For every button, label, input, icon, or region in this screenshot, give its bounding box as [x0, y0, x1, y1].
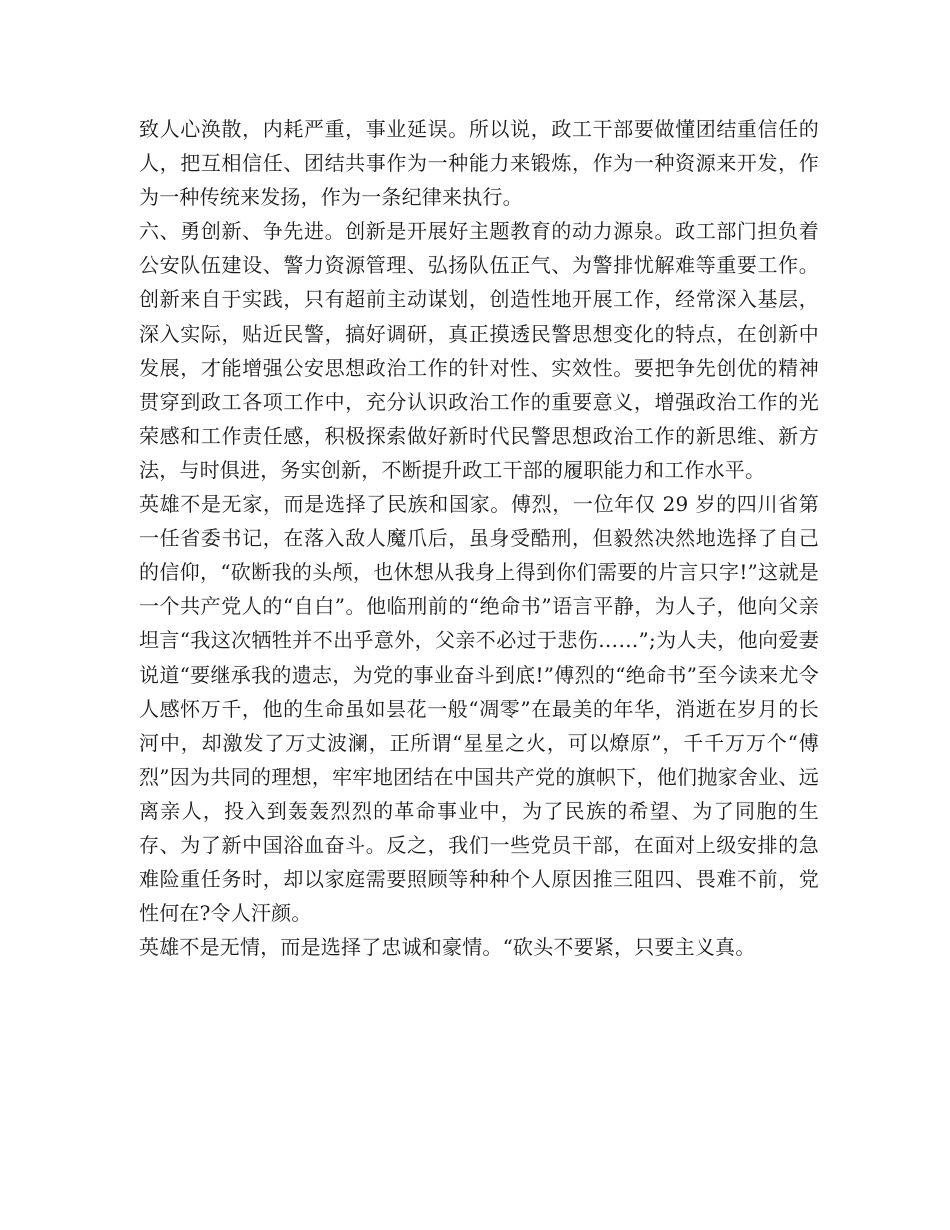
paragraph-unity: 致人心涣散，内耗严重，事业延误。所以说，政工干部要做懂团结重信任的人，把互相信任、团结共事作为一种能力来锻炼，作为一种资源来开发，作为一种传统来发扬，作为一条纪律来执行。 — [139, 117, 819, 210]
document-body — [139, 112, 819, 964]
paragraph-innovation: 六、勇创新、争先进。创新是开展好主题教育的动力源泉。政工部门担负着公安队伍建设、警力资源管理、弘扬队伍正气、为警排忧解难等重要工作。创新来自于实践，只有超前主动谋划，创造性地开展工作，经常深入基层，深入实际，贴近民警，搞好调研，真正摸透民警思想变化的特点，在创新中发展，才能增强公安思想政治工作的针对性、实效性。要把争先创优的精神贯穿到政工各项工作中，充分认识政治工作的重要意义，增强政治工作的光荣感和工作责任感，积极探索做好新时代民警思想政治工作的新思维、新方法，与时俱进，务实创新，不断提升政工干部的履职能力和工作水平。 — [139, 219, 819, 482]
paragraph-fu-lie: 英雄不是无家，而是选择了民族和国家。傅烈，一位年仅 29 岁的四川省第一任省委书记，在落入敌人魔爪后，虽身受酷刑，但毅然决然地选择了自己的信仰，“砍断我的头颅，也休想从我身上得到你们需要的片言只字!”这就是一个共产党人的“自白”。他临刑前的“绝命书”语言平静，为人子，他向父亲坦言“我这次牺牲并不出乎意外，父亲不必过于悲伤……”;为人夫，他向爱妻说道“要继承我的遗志，为党的事业奋斗到底!”傅烈的“绝命书”至今读来尤令人感怀万千，他的生命虽如昙花一般“凋零”在最美的年华，消逝在岁月的长河中，却激发了万丈波澜，正所谓“星星之火，可以燎原”，千千万万个“傅烈”因为共同的理想，牢牢地团结在中国共产党的旗帜下，他们抛家舍业、远离亲人，投入到轰轰烈烈的革命事业中，为了民族的希望、为了同胞的生存、为了新中国浴血奋斗。反之，我们一些党员干部，在面对上级安排的急难险重任务时，却以家庭需要照顾等种种个人原因推三阻四、畏难不前，党性何在?令人汗颜。 — [139, 492, 819, 926]
paragraph-loyalty: 英雄不是无情，而是选择了忠诚和豪情。“砍头不要紧，只要主义真。 — [139, 935, 756, 960]
